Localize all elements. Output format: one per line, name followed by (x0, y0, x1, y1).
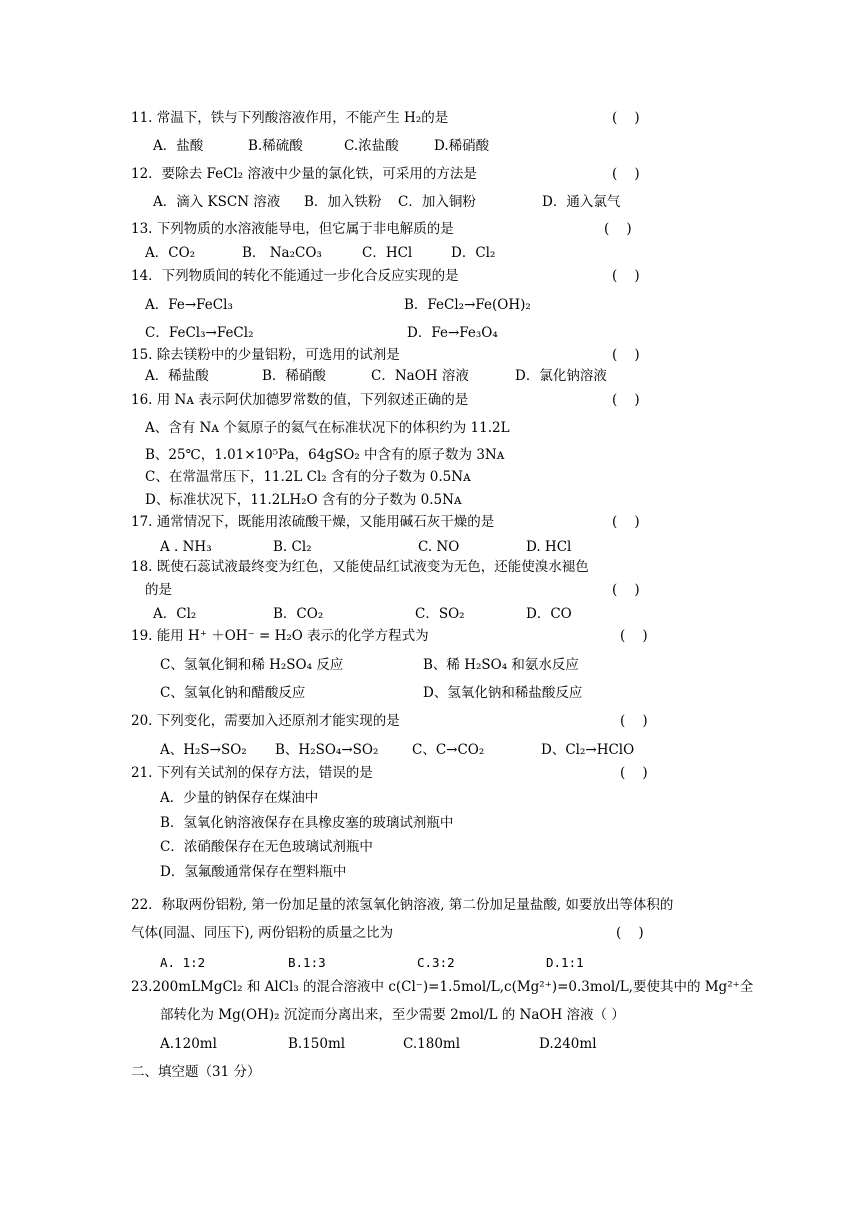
q13-answer-blank: ( ) (604, 221, 632, 237)
q22-stem-continued: 气体(同温、同压下), 两份铝粉的质量之比为 (131, 925, 394, 941)
q23-stem-continued: 部转化为 Mg(OH)₂ 沉淀而分离出来，至少需要 2mol/L 的 NaOH 溶液（ ） (160, 1007, 625, 1023)
q23-option-c: C.180ml (403, 1036, 461, 1052)
q12-answer-blank: ( ) (612, 166, 640, 182)
q20-option-b: B、H₂SO₄→SO₂ (275, 742, 379, 758)
q14-option-d: D．Fe→Fe₃O₄ (407, 325, 498, 341)
q20-option-c: C、C→CO₂ (412, 742, 485, 758)
q19-option-c: C、氢氧化钠和醋酸反应 (160, 685, 306, 701)
q14-stem: 14．下列物质间的转化不能通过一步化合反应实现的是 (131, 268, 459, 284)
q22-stem: 22．称取两份铝粉, 第一份加足量的浓氢氧化钠溶液, 第二份加足量盐酸, 如要放出等体积的 (131, 897, 674, 913)
q19-stem: 19. 能用 H⁺ ＋OH⁻ = H₂O 表示的化学方程式为 (131, 628, 429, 644)
q11-option-c: C.浓盐酸 (344, 138, 399, 154)
q11-stem: 11. 常温下，铁与下列酸溶液作用，不能产生 H₂的是 (131, 110, 449, 126)
q15-option-c: C．NaOH 溶液 (371, 368, 469, 384)
q18-stem-continued: 的是 (145, 582, 172, 598)
q22-option-a: A. 1:2 (160, 955, 206, 970)
q21-answer-blank: ( ) (620, 765, 648, 781)
q14-option-a: A．Fe→FeCl₃ (145, 297, 233, 313)
q22-option-d: D.1:1 (546, 955, 584, 970)
q13-stem: 13. 下列物质的水溶液能导电，但它属于非电解质的是 (131, 221, 454, 237)
q15-answer-blank: ( ) (612, 347, 640, 363)
q15-option-a: A．稀盐酸 (145, 368, 209, 384)
q16-option-c: C、在常温常压下，11.2L Cl₂ 含有的分子数为 0.5Nᴀ (145, 469, 471, 485)
q16-option-a: A、含有 Nᴀ 个氦原子的氦气在标准状况下的体积约为 11.2L (145, 420, 510, 436)
q17-answer-blank: ( ) (612, 514, 640, 530)
q16-stem: 16. 用 Nᴀ 表示阿伏加德罗常数的值，下列叙述正确的是 (131, 392, 469, 408)
q11-option-b: B.稀硫酸 (248, 138, 303, 154)
q21-stem: 21. 下列有关试剂的保存方法，错误的是 (131, 765, 373, 781)
q12-option-d: D．通入氯气 (542, 194, 621, 210)
q20-answer-blank: ( ) (620, 713, 648, 729)
q12-option-a: A．滴入 KSCN 溶液 (153, 194, 281, 210)
q13-option-c: C．HCl (362, 245, 413, 261)
q13-option-b: B． Na₂CO₃ (242, 245, 322, 261)
q17-option-d: D. HCl (526, 539, 572, 555)
q19-option-d: D、氢氧化钠和稀盐酸反应 (423, 685, 583, 701)
q16-answer-blank: ( ) (612, 392, 640, 408)
section-2-heading: 二、填空题（31 分） (131, 1064, 261, 1080)
q14-option-b: B．FeCl₂→Fe(OH)₂ (404, 297, 531, 313)
q11-answer-blank: ( ) (612, 110, 640, 126)
q21-option-d: D．氢氟酸通常保存在塑料瓶中 (160, 864, 347, 880)
q23-option-a: A.120ml (160, 1036, 217, 1052)
q14-answer-blank: ( ) (612, 268, 640, 284)
q18-option-d: D．CO (526, 606, 572, 622)
q11-option-d: D.稀硝酸 (434, 138, 490, 154)
q21-option-c: C．浓硝酸保存在无色玻璃试剂瓶中 (160, 839, 373, 855)
q18-option-b: B．CO₂ (273, 606, 324, 622)
q19-answer-blank: ( ) (620, 628, 648, 644)
q17-option-a: A . NH₃ (160, 539, 212, 555)
q18-option-c: C．SO₂ (415, 606, 465, 622)
q17-option-b: B. Cl₂ (273, 539, 312, 555)
q22-option-c: C.3:2 (417, 955, 455, 970)
q15-option-d: D．氯化钠溶液 (515, 368, 607, 384)
q15-stem: 15. 除去镁粉中的少量铝粉，可选用的试剂是 (131, 347, 400, 363)
q17-option-c: C. NO (418, 539, 460, 555)
q22-option-b: B.1:3 (288, 955, 326, 970)
q23-option-d: D.240ml (539, 1036, 597, 1052)
q19-option-b: B、稀 H₂SO₄ 和氨水反应 (423, 657, 579, 673)
q20-stem: 20. 下列变化，需要加入还原剂才能实现的是 (131, 713, 400, 729)
q17-stem: 17. 通常情况下，既能用浓硫酸干燥，又能用碱石灰干燥的是 (131, 514, 495, 530)
q23-option-b: B.150ml (288, 1036, 346, 1052)
q15-option-b: B．稀硝酸 (262, 368, 326, 384)
q21-option-b: B．氢氧化钠溶液保存在具橡皮塞的玻璃试剂瓶中 (160, 815, 454, 831)
q18-stem: 18. 既使石蕊试液最终变为红色，又能使品红试液变为无色，还能使溴水褪色 (131, 559, 589, 575)
q11-option-a: A．盐酸 (153, 138, 204, 154)
q18-option-a: A．Cl₂ (153, 606, 197, 622)
q20-option-a: A、H₂S→SO₂ (160, 742, 247, 758)
q22-answer-blank: ( ) (616, 925, 644, 941)
q16-option-b: B、25℃，1.01×10⁵Pa，64gSO₂ 中含有的原子数为 3Nᴀ (145, 447, 505, 463)
q23-stem: 23.200mLMgCl₂ 和 AlCl₃ 的混合溶液中 c(Cl⁻)=1.5mol/L,c(Mg²⁺)=0.3mol/L,要使其中的 Mg²⁺全 (131, 979, 754, 995)
q14-option-c: C．FeCl₃→FeCl₂ (145, 325, 254, 341)
q12-option-b: B．加入铁粉 (304, 194, 382, 210)
q20-option-d: D、Cl₂→HClO (541, 742, 635, 758)
q16-option-d: D、标准状况下，11.2LH₂O 含有的分子数为 0.5Nᴀ (145, 492, 462, 508)
q19-option-a: C、氢氧化铜和稀 H₂SO₄ 反应 (160, 657, 344, 673)
q13-option-a: A．CO₂ (145, 245, 196, 261)
q21-option-a: A．少量的钠保存在煤油中 (160, 790, 319, 806)
q13-option-d: D．Cl₂ (451, 245, 496, 261)
q12-option-c: C．加入铜粉 (398, 194, 476, 210)
q18-answer-blank: ( ) (612, 582, 640, 598)
q12-stem: 12．要除去 FeCl₂ 溶液中少量的氯化铁，可采用的方法是 (131, 166, 477, 182)
